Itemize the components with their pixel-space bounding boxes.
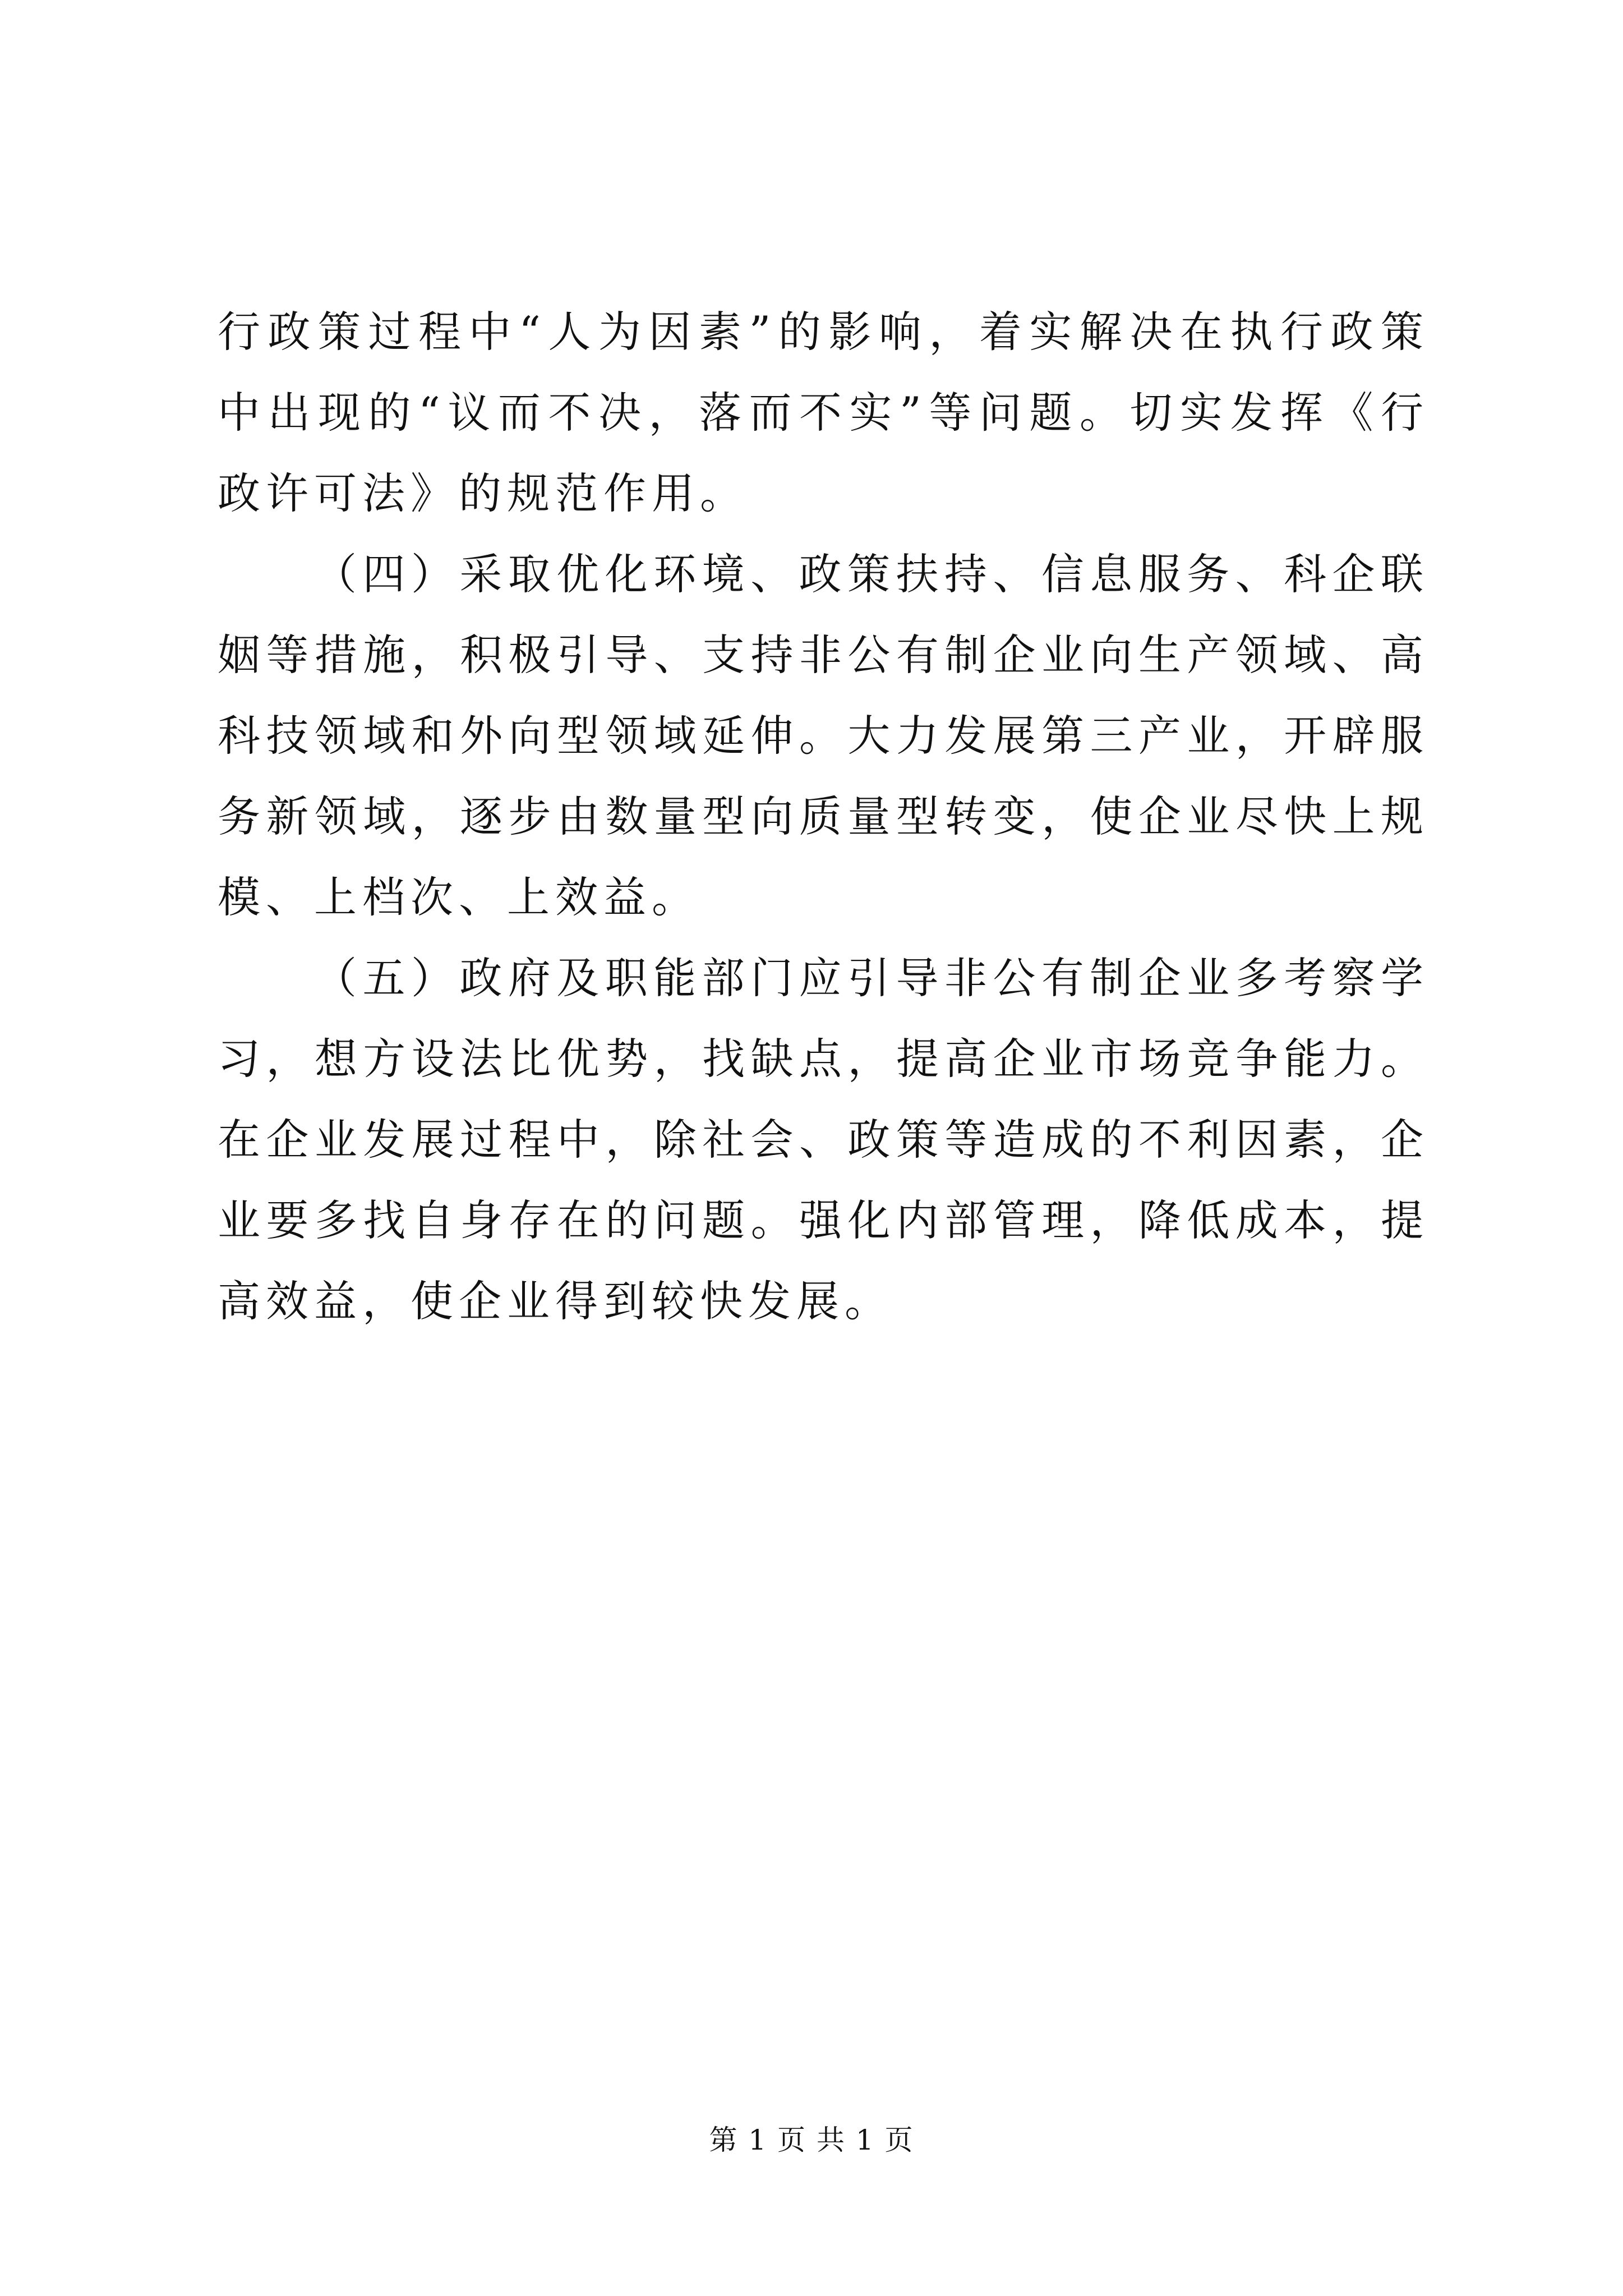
- paragraph-item-five: （五）政府及职能部门应引导非公有制企业多考察学习，想方设法比优势，找缺点，提高企业市场竞争能力。在企业发展过程中，除社会、政策等造成的不利因素，企业要多找自身存在的问题。强化内部管理，降低成本，提高效益，使企业得到较快发展。: [218, 953, 1429, 1326]
- paragraph-item-four: （四）采取优化环境、政策扶持、信息服务、科企联姻等措施，积极引导、支持非公有制企业向生产领域、高科技领域和外向型领域延伸。大力发展第三产业，开辟服务新领域，逐步由数量型向质量型转变，使企业尽快上规模、上档次、上效益。: [218, 549, 1429, 922]
- document-body: [218, 292, 1429, 1342]
- paragraph-continuation: 行政策过程中“人为因素”的影响，着实解决在执行政策中出现的“议而不决，落而不实”等问题。切实发挥《行政许可法》的规范作用。: [218, 307, 1429, 518]
- page-footer: 第 1 页 共 1 页: [709, 2124, 914, 2156]
